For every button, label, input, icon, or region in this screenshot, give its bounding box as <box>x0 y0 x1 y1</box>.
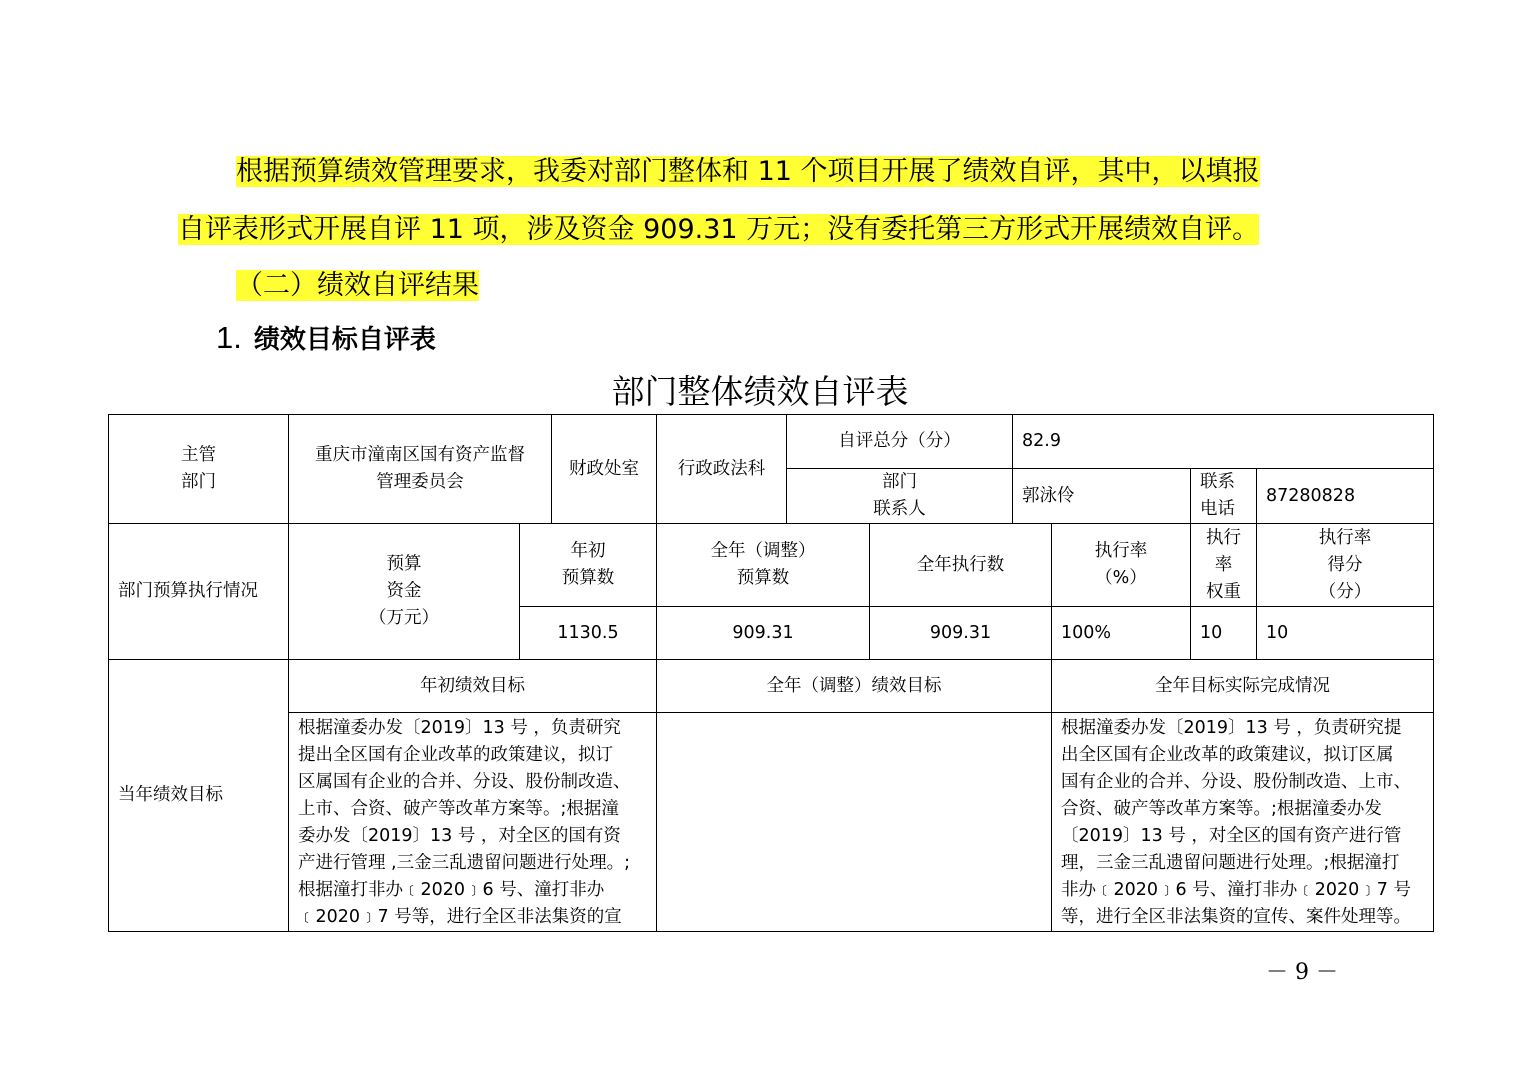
heading-number: 1. <box>216 320 242 355</box>
goal-adjusted-header: 全年（调整）绩效目标 <box>657 660 1052 713</box>
page-number: － 9 － <box>1266 960 1338 985</box>
self-evaluation-table <box>108 414 1434 932</box>
val-weight-cell: 10 <box>1191 607 1257 660</box>
col-adjusted-header: 全年（调整） 预算数 <box>657 524 870 607</box>
goal-adjusted-text-cell <box>657 713 1052 932</box>
budget-row-label-cell: 部门预算执行情况 <box>109 524 289 660</box>
val-initial-cell: 1130.5 <box>520 607 657 660</box>
section-heading: （二）绩效自评结果 <box>236 270 479 301</box>
val-score-cell: 10 <box>1257 607 1434 660</box>
table-title: 部门整体绩效自评表 <box>611 372 909 411</box>
dept-label-cell: 主管 部门 <box>109 415 289 524</box>
intro-paragraph-line-2: 自评表形式开展自评 11 项，涉及资金 909.31 万元；没有委托第三方形式开展绩效自评。 <box>178 214 1260 245</box>
col-rate-header: 执行率 （%） <box>1052 524 1191 607</box>
col-executed-header: 全年执行数 <box>870 524 1052 607</box>
goal-initial-header: 年初绩效目标 <box>289 660 657 713</box>
goal-initial-text-cell: 根据潼委办发〔2019〕13 号 ，负责研究 提出全区国有企业改革的政策建议，拟订 区属国有企业的合并、分设、股份制改造、 上市、合资、破产等改革方案等。;根据潼 委办发〔2019〕13 号 ，对全区的国有资 产进行管理 ,三金三乱遗留问题进行处理。; 根据潼打非办﹝2020﹞6 号、潼打非办 ﹝2020﹞7 号等，进行全区非法集资的宣 <box>289 713 657 932</box>
intro-paragraph-line-1: 根据预算绩效管理要求，我委对部门整体和 11 个项目开展了绩效自评，其中，以填报 <box>236 156 1260 187</box>
col-weight-header: 执行 率 权重 <box>1191 524 1257 607</box>
heading-text: 绩效目标自评表 <box>253 325 436 355</box>
subsection-heading <box>216 316 436 362</box>
phone-value-cell: 87280828 <box>1257 469 1434 524</box>
col-initial-header: 年初 预算数 <box>520 524 657 607</box>
section-cell: 行政政法科 <box>657 415 787 524</box>
goal-actual-header: 全年目标实际完成情况 <box>1052 660 1434 713</box>
contact-name-cell: 郭泳伶 <box>1013 469 1191 524</box>
office-cell: 财政处室 <box>552 415 657 524</box>
goal-actual-text-cell: 根据潼委办发〔2019〕13 号 ，负责研究提 出全区国有企业改革的政策建议，拟订区属 国有企业的合并、分设、股份制改造、上市、 合资、破产等改革方案等。;根据潼委办发 〔2019〕13 号 ，对全区的国有资产进行管 理，三金三乱遗留问题进行处理。;根据潼打 非办﹝2020﹞6 号、潼打非办﹝2020﹞7 号 等，进行全区非法集资的宣传、案件处理等。 <box>1052 713 1434 932</box>
score-value-cell: 82.9 <box>1013 415 1434 469</box>
val-adjusted-cell: 909.31 <box>657 607 870 660</box>
dept-name-cell: 重庆市潼南区国有资产监督 管理委员会 <box>289 415 552 524</box>
col-score-header: 执行率 得分 （分） <box>1257 524 1434 607</box>
contact-label-cell: 部门 联系人 <box>787 469 1013 524</box>
budget-funds-label-cell: 预算 资金 （万元） <box>289 524 520 660</box>
score-label-cell: 自评总分（分） <box>787 415 1013 469</box>
val-executed-cell: 909.31 <box>870 607 1052 660</box>
phone-label-cell: 联系电话 <box>1191 469 1257 524</box>
val-rate-cell: 100% <box>1052 607 1191 660</box>
goal-row-label-cell: 当年绩效目标 <box>109 660 289 932</box>
